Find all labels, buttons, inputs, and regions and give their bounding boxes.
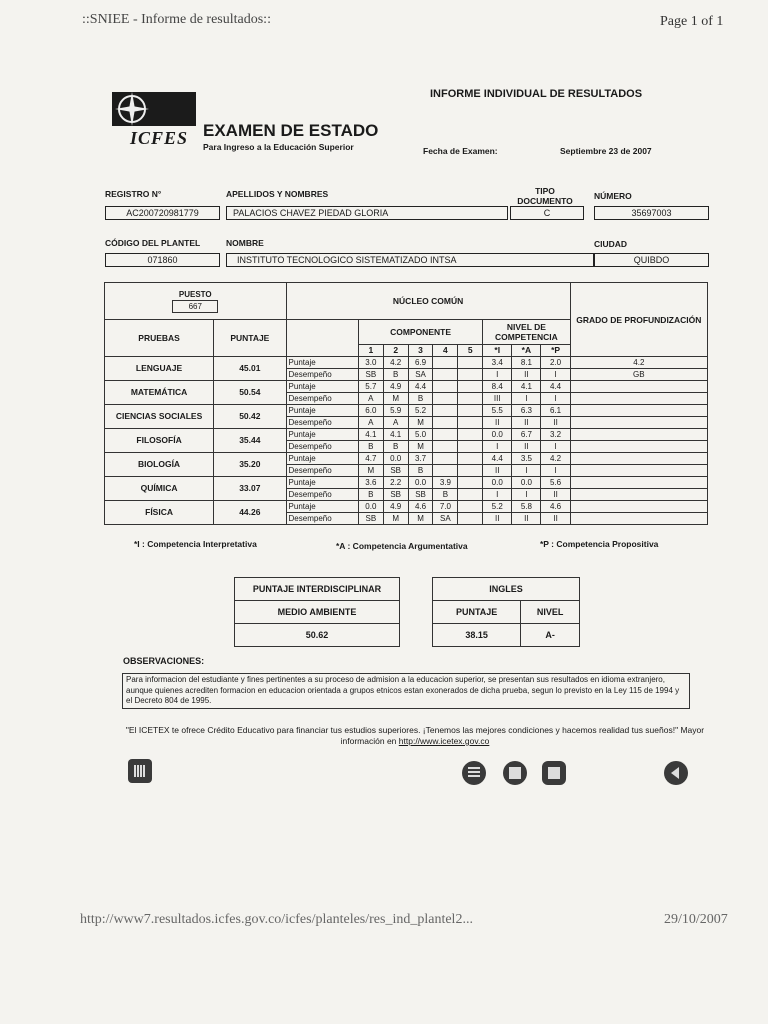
componente-value: 5.9 xyxy=(383,405,408,417)
nivel-value: I xyxy=(541,393,570,405)
componente-value: B xyxy=(358,441,383,453)
componente-value: 5.0 xyxy=(408,429,433,441)
nivel-value: 5.5 xyxy=(483,405,512,417)
back-icon[interactable] xyxy=(664,761,688,785)
nivel-col-3: *P xyxy=(541,345,570,357)
nivel-value: 4.4 xyxy=(483,453,512,465)
nivel-value: 3.5 xyxy=(512,453,541,465)
componente-value: M xyxy=(383,393,408,405)
componente-value: A xyxy=(358,417,383,429)
nivel-value: I xyxy=(541,441,570,453)
grado-value xyxy=(570,393,707,405)
nombres-field: PALACIOS CHAVEZ PIEDAD GLORIA xyxy=(226,206,508,220)
nivel-value: 8.4 xyxy=(483,381,512,393)
nivel-value: 4.6 xyxy=(541,501,570,513)
componente-value: 5.7 xyxy=(358,381,383,393)
nivel-value: I xyxy=(541,465,570,477)
nivel-value: 4.4 xyxy=(541,381,570,393)
nivel-value: II xyxy=(512,513,541,525)
browser-date: 29/10/2007 xyxy=(664,912,728,927)
puntaje-header: PUNTAJE xyxy=(214,320,286,357)
subject-score: 33.07 xyxy=(214,477,286,501)
legend-propositiva: *P : Competencia Propositiva xyxy=(540,539,659,549)
interdisciplinar-table xyxy=(234,577,400,647)
icetex-text: "El ICETEX te ofrece Crédito Educativo para financiar tus estudios superiores. ¡Tenemos las mejores condiciones y hacemos realidad tus sueños!" Mayor información en xyxy=(125,725,705,746)
numero-field: 35697003 xyxy=(594,206,709,220)
componente-value: 4.9 xyxy=(383,501,408,513)
componente-value: 4.9 xyxy=(383,381,408,393)
puesto-label: PUESTO xyxy=(178,289,212,299)
componente-value: SA xyxy=(433,513,458,525)
nivel-value: II xyxy=(541,489,570,501)
componente-value: 4.1 xyxy=(358,429,383,441)
nivel-value: I xyxy=(483,489,512,501)
grado-header: GRADO DE PROFUNDIZACIÓN xyxy=(570,283,707,357)
componente-value: 0.0 xyxy=(383,453,408,465)
componente-value xyxy=(458,357,483,369)
page-number: Page 1 of 1 xyxy=(660,14,724,29)
componente-value: SA xyxy=(408,369,433,381)
componente-value: M xyxy=(408,513,433,525)
legend-argumentativa: *A : Competencia Argumentativa xyxy=(336,541,468,551)
componente-value: 5.2 xyxy=(408,405,433,417)
icetex-message xyxy=(112,725,718,747)
componente-value xyxy=(433,429,458,441)
browser-url[interactable]: http://www7.resultados.icfes.gov.co/icfes/planteles/res_ind_plantel2... xyxy=(80,912,473,927)
nivel-col-1: *I xyxy=(483,345,512,357)
grado-value xyxy=(570,465,707,477)
row-label: Puntaje xyxy=(286,405,358,417)
componente-value: SB xyxy=(408,489,433,501)
nivel-value: I xyxy=(512,465,541,477)
componente-col-2: 2 xyxy=(383,345,408,357)
componente-value: 3.7 xyxy=(408,453,433,465)
componente-header: COMPONENTE xyxy=(358,320,482,345)
componente-col-3: 3 xyxy=(408,345,433,357)
ingles-nivel-value: A- xyxy=(521,624,580,647)
componente-value: SB xyxy=(358,513,383,525)
ingles-table xyxy=(432,577,580,647)
results-table xyxy=(104,282,708,525)
ingles-puntaje-value: 38.15 xyxy=(433,624,521,647)
componente-value xyxy=(433,417,458,429)
componente-value xyxy=(433,393,458,405)
componente-value: 7.0 xyxy=(433,501,458,513)
nivel-col-2: *A xyxy=(512,345,541,357)
icfes-wordmark: ICFES xyxy=(130,128,189,148)
ingles-nivel-label: NIVEL xyxy=(521,601,580,624)
nivel-value: II xyxy=(541,417,570,429)
table-row xyxy=(105,453,708,465)
componente-value xyxy=(458,465,483,477)
grado-value xyxy=(570,453,707,465)
nivel-value: II xyxy=(512,441,541,453)
row-label: Desempeño xyxy=(286,489,358,501)
nombre-field: INSTITUTO TECNOLOGICO SISTEMATIZADO INTSA xyxy=(226,253,594,267)
subject-score: 35.44 xyxy=(214,429,286,453)
exam-subtitle: Para Ingreso a la Educación Superior xyxy=(203,142,354,152)
componente-value: 4.7 xyxy=(358,453,383,465)
nivel-value: 4.1 xyxy=(512,381,541,393)
nivel-value: I xyxy=(541,369,570,381)
nivel-header: NIVEL DE COMPETENCIA xyxy=(483,320,571,345)
table-row xyxy=(105,501,708,513)
nivel-value: II xyxy=(483,513,512,525)
componente-value: B xyxy=(383,369,408,381)
componente-value xyxy=(458,369,483,381)
componente-value xyxy=(433,357,458,369)
print-icon[interactable] xyxy=(542,761,566,785)
componente-col-5: 5 xyxy=(458,345,483,357)
nivel-value: 3.2 xyxy=(541,429,570,441)
grado-value xyxy=(570,489,707,501)
interdisciplinar-subtitle: MEDIO AMBIENTE xyxy=(235,601,400,624)
componente-value: 2.2 xyxy=(383,477,408,489)
componente-value: 6.9 xyxy=(408,357,433,369)
nivel-value: 6.1 xyxy=(541,405,570,417)
nivel-value: 2.0 xyxy=(541,357,570,369)
ingles-title: INGLES xyxy=(433,578,580,601)
nivel-value: 0.0 xyxy=(483,477,512,489)
componente-value xyxy=(433,441,458,453)
interdisciplinar-title: PUNTAJE INTERDISCIPLINAR xyxy=(235,578,400,601)
subject-score: 35.20 xyxy=(214,453,286,477)
barcode-icon[interactable] xyxy=(128,759,152,783)
componente-value: B xyxy=(408,465,433,477)
componente-value: 4.1 xyxy=(383,429,408,441)
componente-value xyxy=(458,429,483,441)
row-label: Desempeño xyxy=(286,369,358,381)
nivel-value: I xyxy=(512,489,541,501)
row-label: Desempeño xyxy=(286,513,358,525)
grado-value: GB xyxy=(570,369,707,381)
componente-value: 3.6 xyxy=(358,477,383,489)
browser-title: ::SNIEE - Informe de resultados:: xyxy=(82,12,271,27)
observaciones-text: Para informacion del estudiante y fines pertinentes a su proceso de admision a la educacion superior, se presentan sus resultados en idioma extranjero, aunque quienes acrediten formacion en educacion orientada a grupos etnicos estan exonerados de dicha prueba, segun lo previsto en la Ley 115 de 1994 y el Decreto 804 de 1995. xyxy=(122,673,690,709)
subject-score: 44.26 xyxy=(214,501,286,525)
ingles-puntaje-label: PUNTAJE xyxy=(433,601,521,624)
observaciones-label: OBSERVACIONES: xyxy=(123,656,205,666)
table-row xyxy=(105,381,708,393)
grado-value xyxy=(570,381,707,393)
tipo-doc-field: C xyxy=(510,206,584,220)
grado-value xyxy=(570,477,707,489)
subject-name: FILOSOFÍA xyxy=(105,429,214,453)
nivel-value: 0.0 xyxy=(512,477,541,489)
componente-value xyxy=(458,405,483,417)
subject-name: CIENCIAS SOCIALES xyxy=(105,405,214,429)
nivel-value: II xyxy=(541,513,570,525)
componente-value: 4.2 xyxy=(383,357,408,369)
interdisciplinar-value: 50.62 xyxy=(235,624,400,647)
nivel-value: 6.7 xyxy=(512,429,541,441)
subject-score: 50.42 xyxy=(214,405,286,429)
nivel-value: 0.0 xyxy=(483,429,512,441)
codigo-label: CÓDIGO DEL PLANTEL xyxy=(105,238,201,248)
grado-value xyxy=(570,429,707,441)
exam-title: EXAMEN DE ESTADO xyxy=(203,121,379,140)
subject-name: MATEMÁTICA xyxy=(105,381,214,405)
grado-value xyxy=(570,441,707,453)
row-label: Desempeño xyxy=(286,393,358,405)
row-label: Puntaje xyxy=(286,453,358,465)
componente-value: SB xyxy=(383,465,408,477)
icfes-logo xyxy=(112,92,196,126)
componente-value: A xyxy=(383,417,408,429)
row-label: Desempeño xyxy=(286,441,358,453)
grado-value xyxy=(570,417,707,429)
nivel-value: 5.6 xyxy=(541,477,570,489)
pruebas-header: PRUEBAS xyxy=(105,320,214,357)
subject-name: BIOLOGÍA xyxy=(105,453,214,477)
icetex-link[interactable]: http://www.icetex.gov.co xyxy=(398,736,490,746)
subject-name: QUÍMICA xyxy=(105,477,214,501)
nivel-value: I xyxy=(483,441,512,453)
componente-value xyxy=(433,381,458,393)
componente-value: 4.6 xyxy=(408,501,433,513)
codigo-field: 071860 xyxy=(105,253,220,267)
puesto-value: 667 xyxy=(172,300,218,313)
componente-value: B xyxy=(408,393,433,405)
componente-value: B xyxy=(433,489,458,501)
componente-value xyxy=(458,477,483,489)
componente-value: B xyxy=(383,441,408,453)
row-label: Puntaje xyxy=(286,501,358,513)
componente-value: 6.0 xyxy=(358,405,383,417)
row-label: Desempeño xyxy=(286,465,358,477)
table-row xyxy=(105,429,708,441)
nivel-value: 5.8 xyxy=(512,501,541,513)
componente-value xyxy=(458,417,483,429)
grado-value xyxy=(570,501,707,513)
subject-score: 50.54 xyxy=(214,381,286,405)
componente-col-1: 1 xyxy=(358,345,383,357)
subject-name: LENGUAJE xyxy=(105,357,214,381)
nivel-value: I xyxy=(483,369,512,381)
componente-value: 0.0 xyxy=(358,501,383,513)
componente-value: M xyxy=(358,465,383,477)
nivel-value: II xyxy=(512,369,541,381)
componente-value: 0.0 xyxy=(408,477,433,489)
row-label: Puntaje xyxy=(286,381,358,393)
componente-value: M xyxy=(383,513,408,525)
componente-value xyxy=(433,465,458,477)
nombre-label: NOMBRE xyxy=(226,238,264,248)
nivel-value: 8.1 xyxy=(512,357,541,369)
nivel-value: II xyxy=(483,465,512,477)
nucleo-comun-header: NÚCLEO COMÚN xyxy=(286,283,570,320)
componente-value xyxy=(433,369,458,381)
registro-label: REGISTRO N° xyxy=(105,189,162,199)
componente-value: 3.0 xyxy=(358,357,383,369)
fecha-value: Septiembre 23 de 2007 xyxy=(560,146,652,156)
nivel-value: III xyxy=(483,393,512,405)
nombres-label: APELLIDOS Y NOMBRES xyxy=(226,189,329,199)
table-row xyxy=(105,477,708,489)
row-label: Puntaje xyxy=(286,477,358,489)
fecha-label: Fecha de Examen: xyxy=(423,146,498,156)
componente-value: M xyxy=(408,417,433,429)
componente-value: SB xyxy=(383,489,408,501)
componente-value xyxy=(458,453,483,465)
componente-value: SB xyxy=(358,369,383,381)
componente-value xyxy=(433,405,458,417)
componente-value: 4.4 xyxy=(408,381,433,393)
componente-value: M xyxy=(408,441,433,453)
componente-value: A xyxy=(358,393,383,405)
nivel-value: 5.2 xyxy=(483,501,512,513)
list-icon[interactable] xyxy=(462,761,486,785)
save-icon[interactable] xyxy=(503,761,527,785)
ciudad-label: CIUDAD xyxy=(594,239,628,249)
report-title: INFORME INDIVIDUAL DE RESULTADOS xyxy=(430,88,643,100)
componente-value xyxy=(458,489,483,501)
tipo-doc-label: TIPO DOCUMENTO xyxy=(517,186,573,206)
componente-value: 3.9 xyxy=(433,477,458,489)
componente-value xyxy=(433,453,458,465)
registro-field: AC200720981779 xyxy=(105,206,220,220)
row-label: Puntaje xyxy=(286,429,358,441)
table-row xyxy=(105,405,708,417)
nivel-value: 6.3 xyxy=(512,405,541,417)
subject-score: 45.01 xyxy=(214,357,286,381)
compass-icon xyxy=(112,89,152,129)
componente-value xyxy=(458,513,483,525)
componente-value xyxy=(458,441,483,453)
table-row xyxy=(105,357,708,369)
nivel-value: 4.2 xyxy=(541,453,570,465)
grado-value: 4.2 xyxy=(570,357,707,369)
nivel-value: 3.4 xyxy=(483,357,512,369)
numero-label: NÚMERO xyxy=(594,191,632,201)
componente-value xyxy=(458,393,483,405)
grado-value xyxy=(570,513,707,525)
componente-value xyxy=(458,381,483,393)
ciudad-field: QUIBDO xyxy=(594,253,709,267)
puesto-cell xyxy=(105,283,287,320)
componente-value xyxy=(458,501,483,513)
nivel-value: II xyxy=(483,417,512,429)
legend-interpretativa: *I : Competencia Interpretativa xyxy=(134,539,257,549)
grado-value xyxy=(570,405,707,417)
componente-col-4: 4 xyxy=(433,345,458,357)
componente-value: B xyxy=(358,489,383,501)
nivel-value: II xyxy=(512,417,541,429)
row-label: Puntaje xyxy=(286,357,358,369)
row-label: Desempeño xyxy=(286,417,358,429)
nivel-value: I xyxy=(512,393,541,405)
subject-name: FÍSICA xyxy=(105,501,214,525)
